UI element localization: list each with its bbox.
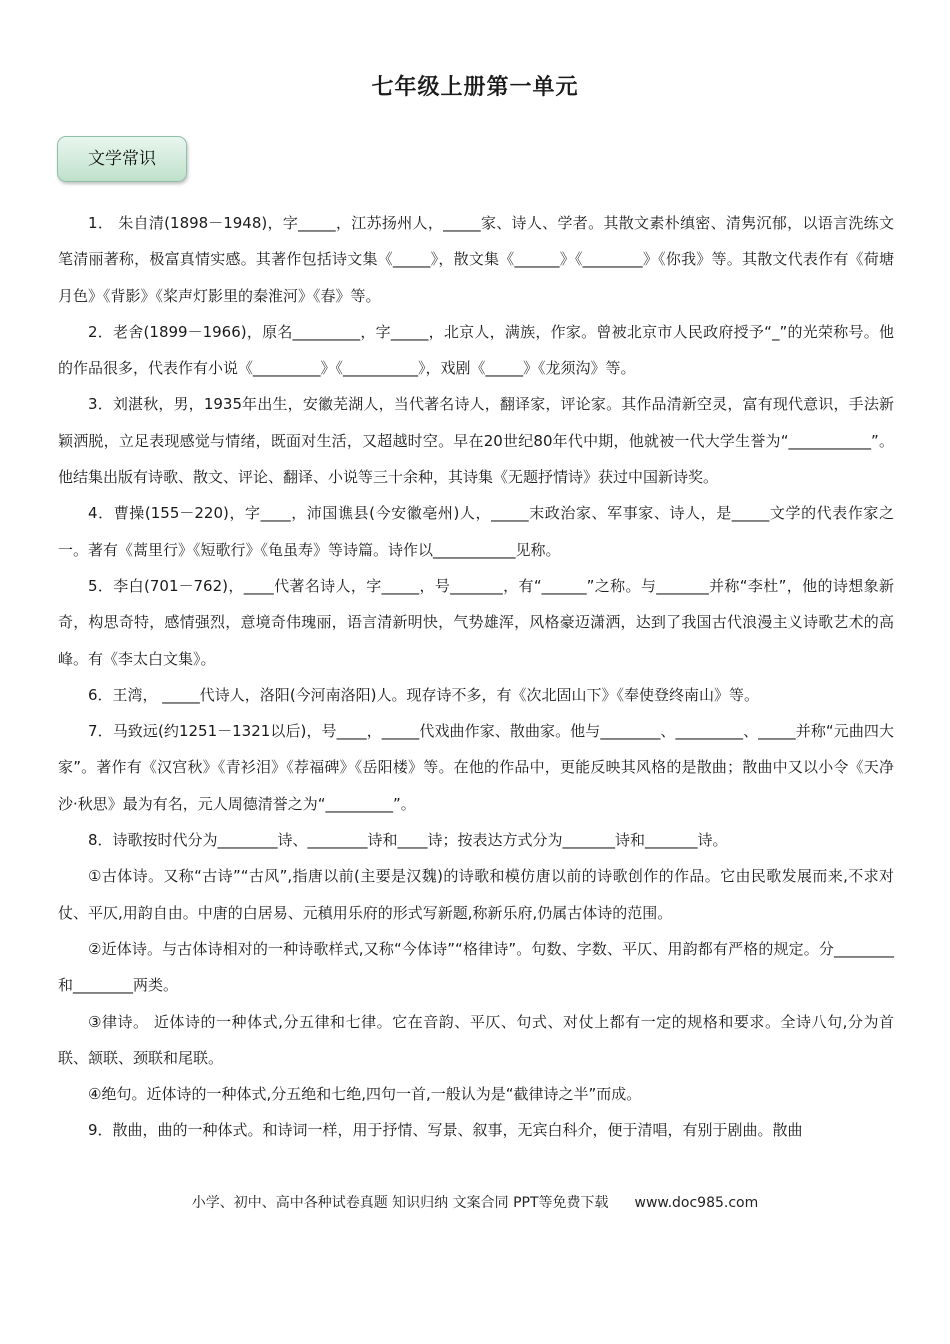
footer-url[interactable]: www.doc985.com: [634, 1195, 759, 1211]
paragraph-8-ancient-poem: ①古体诗。又称“古诗”“古风”,指唐以前(主要是汉魏)的诗歌和模仿唐以前的诗歌创作的作品。它由民歌发展而来,不求对仗、平仄,用韵自由。中唐的白居易、元稹用乐府的形式写新题,称新乐府,仍属古体诗的范围。: [58, 867, 894, 922]
paragraph-6: 6．王湾， _____代诗人，洛阳(今河南洛阳)人。现存诗不多，有《次北固山下》《奉使登终南山》等。: [88, 685, 760, 704]
section-tab-literary-knowledge: 文学常识: [57, 136, 187, 182]
paragraph-2: 2．老舍(1899－1966)，原名_________，字_____，北京人，满族，作家。曾被北京市人民政府授予“_”的光荣称号。他的作品很多，代表作有小说《_________》《__________》，戏剧《_____》《龙须沟》等。: [58, 322, 894, 378]
paragraph-1: 1． 朱自清(1898－1948)，字_____，江苏扬州人，_____家、诗人、学者。其散文素朴缜密、清隽沉郁，以语言洗练文笔清丽著称，极富真情实感。其著作包括诗文集《_____》，散文集《______》《________》《你我》等。其散文代表作有《荷塘月色》《背影》《桨声灯影里的秦淮河》《春》等。: [58, 214, 894, 305]
page-footer: [0, 1192, 950, 1212]
page-title: 七年级上册第一单元: [371, 75, 579, 100]
paragraph-5: 5．李白(701－762)，____代著名诗人，字_____，号_______，有“______”之称。与_______并称“李杜”，他的诗想象新奇，构思奇特，感情强烈，意境奇伟瑰丽，语言清新明快，气势雄浑，风格豪迈潇洒，达到了我国古代浪漫主义诗歌艺术的高峰。有《李太白文集》。: [58, 576, 894, 668]
paragraph-8-modern-poem: ②近体诗。与古体诗相对的一种诗歌样式,又称“今体诗”“格律诗”。句数、字数、平仄、用韵都有严格的规定。分________和________两类。: [58, 939, 894, 995]
paragraph-7: 7．马致远(约1251－1321以后)，号____，_____代戏曲作家、散曲家。他与________、_________、_____并称“元曲四大家”。著作有《汉宫秋》《青衫泪》《荐福碑》《岳阳楼》等。在他的作品中，更能反映其风格的是散曲；散曲中又以小令《天净沙·秋思》最为有名，元人周德清誉之为“_________”。: [58, 722, 894, 813]
paragraph-8-quatrain: ④绝句。近体诗的一种体式,分五绝和七绝,四句一首,一般认为是“截律诗之半”而成。: [88, 1085, 642, 1104]
paragraph-8: 8．诗歌按时代分为________诗、________诗和____诗；按表达方式分为_______诗和_______诗。: [88, 831, 728, 850]
paragraph-8-regulated-verse: ③律诗。 近体诗的一种体式,分五律和七律。它在音韵、平仄、句式、对仗上都有一定的规格和要求。全诗八句,分为首联、颔联、颈联和尾联。: [58, 1012, 894, 1067]
paragraph-9: 9．散曲，曲的一种体式。和诗词一样，用于抒情、写景、叙事，无宾白科介，便于清唱，有别于剧曲。散曲: [88, 1121, 803, 1140]
paragraph-4: 4．曹操(155－220)，字____，沛国谯县(今安徽亳州)人，_____末政治家、军事家、诗人，是_____文学的代表作家之一。著有《蒿里行》《短歌行》《龟虽寿》等诗篇。诗作以___________见称。: [58, 504, 894, 559]
footer-text: 小学、初中、高中各种试卷真题 知识归纳 文案合同 PPT等免费下载: [191, 1195, 609, 1211]
paragraph-3: 3．刘湛秋，男，1935年出生，安徽芜湖人，当代著名诗人，翻译家，评论家。其作品清新空灵，富有现代意识，手法新颖洒脱，立足表现感觉与情绪，既面对生活，又超越时空。早在20世纪80年代中期，他就被一代大学生誉为“___________”。他结集出版有诗歌、散文、评论、翻译、小说等三十余种，其诗集《无题抒情诗》获过中国新诗奖。: [58, 395, 894, 487]
document-body: [58, 205, 894, 1149]
